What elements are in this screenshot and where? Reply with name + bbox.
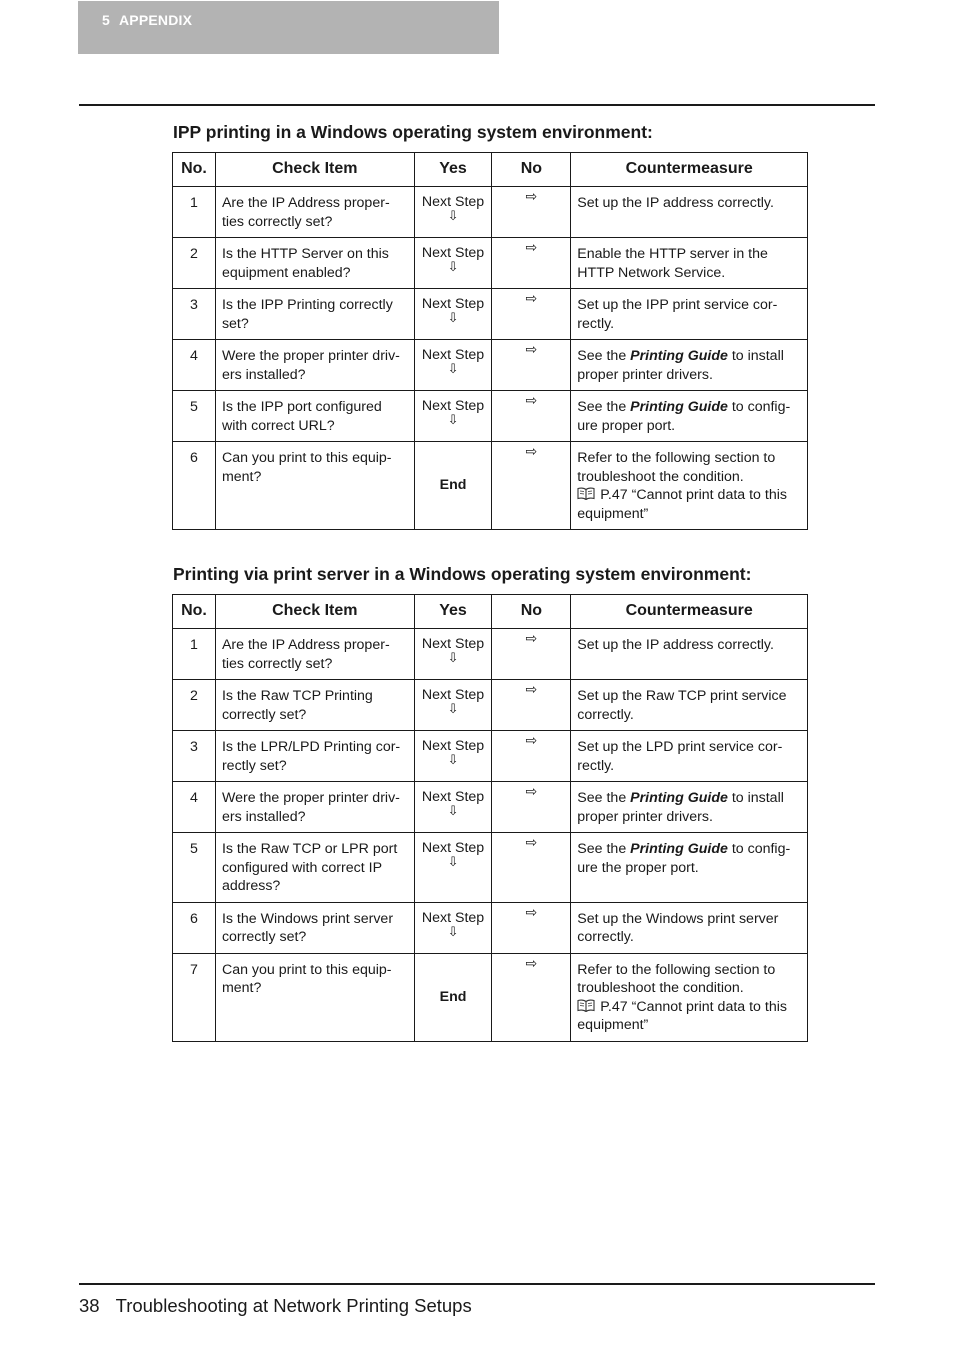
table-row <box>173 731 808 782</box>
footer-title: Troubleshooting at Network Printing Setups <box>115 1295 472 1316</box>
section-title-ipp: IPP printing in a Windows operating system environment: <box>173 122 653 142</box>
row-number: 2 <box>173 238 216 289</box>
right-arrow-icon: ⇨ <box>525 188 538 204</box>
row-number: 6 <box>173 902 216 953</box>
no-cell <box>492 442 571 530</box>
yes-label: Next Step <box>421 909 485 926</box>
right-arrow-icon: ⇨ <box>525 834 538 850</box>
yes-cell <box>414 391 492 442</box>
yes-label: Next Step <box>421 398 485 414</box>
yes-cell <box>414 238 492 289</box>
chapter-tab <box>78 1 499 54</box>
right-arrow-icon: ⇨ <box>525 954 538 971</box>
row-number: 4 <box>173 340 216 391</box>
print-server-check-table <box>172 594 808 1042</box>
check-item: Are the IP Address proper-ties correctly set? <box>215 629 414 680</box>
countermeasure-text: See the <box>577 399 631 415</box>
countermeasure-text-cont: to install proper printer drivers. <box>577 790 784 825</box>
col-header-yes: Yes <box>414 595 492 629</box>
book-icon <box>577 487 595 500</box>
check-item: Are the IP Address proper-ties correctly set? <box>215 187 414 238</box>
header-rule <box>79 104 875 106</box>
no-cell <box>492 391 571 442</box>
no-cell <box>492 238 571 289</box>
table-row <box>173 289 808 340</box>
table-header-row <box>173 153 808 187</box>
guide-reference: Printing Guide <box>630 399 728 415</box>
right-arrow-icon: ⇨ <box>525 903 538 920</box>
guide-reference: Printing Guide <box>630 348 728 364</box>
countermeasure <box>571 731 808 782</box>
table-row <box>173 680 808 731</box>
countermeasure-text-cont: to config-ure proper port. <box>577 399 791 434</box>
table-row <box>173 782 808 833</box>
no-cell <box>492 289 571 340</box>
col-header-countermeasure: Countermeasure <box>571 595 808 629</box>
down-arrow-icon: ⇩ <box>447 752 459 767</box>
right-arrow-icon: ⇨ <box>525 732 538 748</box>
section-title-print-server: Printing via print server in a Windows operating system environment: <box>173 564 752 584</box>
no-cell <box>492 187 571 238</box>
countermeasure <box>571 238 808 289</box>
chapter-number: 5 <box>102 12 110 28</box>
countermeasure <box>571 289 808 340</box>
table-row <box>173 833 808 903</box>
countermeasure-text-cont: to install proper printer drivers. <box>577 348 784 383</box>
check-item: Were the proper printer driv-ers installed? <box>215 340 414 391</box>
page-number: 38 <box>79 1295 100 1316</box>
countermeasure-text: Enable the HTTP server in the HTTP Network Service. <box>577 246 768 281</box>
yes-cell <box>414 731 492 782</box>
right-arrow-icon: ⇨ <box>525 341 538 357</box>
table-row <box>173 238 808 289</box>
table-header-row <box>173 595 808 629</box>
countermeasure-text: Refer to the following section to troubleshoot the condition. <box>577 961 776 996</box>
yes-label: Next Step <box>421 296 485 312</box>
right-arrow-icon: ⇨ <box>525 290 538 306</box>
check-item: Can you print to this equip-ment? <box>215 442 414 530</box>
right-arrow-icon: ⇨ <box>525 681 538 697</box>
yes-label: Next Step <box>421 738 485 754</box>
countermeasure-text: Set up the LPD print service cor-rectly. <box>577 739 783 774</box>
down-arrow-icon: ⇩ <box>447 923 459 939</box>
col-header-check-item: Check Item <box>215 153 414 187</box>
down-arrow-icon: ⇩ <box>447 208 459 223</box>
guide-reference: Printing Guide <box>630 790 728 806</box>
countermeasure-text: Set up the IPP print service cor-rectly. <box>577 297 778 332</box>
no-cell <box>492 833 571 903</box>
right-arrow-icon: ⇨ <box>525 392 538 408</box>
table-row <box>173 902 808 953</box>
no-cell <box>492 953 571 1041</box>
right-arrow-icon: ⇨ <box>525 239 538 255</box>
countermeasure-text: See the <box>577 841 631 857</box>
down-arrow-icon: ⇩ <box>447 650 459 665</box>
countermeasure-text: Set up the Windows print server correctly. <box>577 910 779 945</box>
countermeasure <box>571 902 808 953</box>
col-header-no: No. <box>173 595 216 629</box>
yes-cell <box>414 953 492 1041</box>
countermeasure-text: Set up the IP address correctly. <box>577 195 774 211</box>
col-header-yes: Yes <box>414 153 492 187</box>
right-arrow-icon: ⇨ <box>525 443 538 459</box>
down-arrow-icon: ⇩ <box>447 259 459 274</box>
no-cell <box>492 902 571 953</box>
table-row <box>173 187 808 238</box>
yes-label: Next Step <box>421 687 485 703</box>
yes-label: End <box>439 988 467 1005</box>
yes-cell <box>414 629 492 680</box>
countermeasure <box>571 442 808 530</box>
countermeasure-text: Set up the Raw TCP print service correctly. <box>577 688 787 723</box>
yes-cell <box>414 782 492 833</box>
right-arrow-icon: ⇨ <box>525 783 538 799</box>
table-row <box>173 391 808 442</box>
table-row <box>173 442 808 530</box>
no-cell <box>492 340 571 391</box>
check-item: Is the Raw TCP or LPR port configured with correct IP address? <box>215 833 414 903</box>
check-item: Were the proper printer driv-ers installed? <box>215 782 414 833</box>
down-arrow-icon: ⇩ <box>447 412 459 427</box>
countermeasure <box>571 629 808 680</box>
down-arrow-icon: ⇩ <box>447 701 459 716</box>
yes-label: Next Step <box>421 840 485 856</box>
no-cell <box>492 782 571 833</box>
countermeasure <box>571 953 808 1041</box>
footer-rule <box>79 1283 875 1285</box>
row-number: 4 <box>173 782 216 833</box>
yes-label: Next Step <box>421 789 485 805</box>
countermeasure-text: Set up the IP address correctly. <box>577 637 774 653</box>
book-icon <box>577 999 595 1012</box>
down-arrow-icon: ⇩ <box>447 310 459 325</box>
col-header-countermeasure: Countermeasure <box>571 153 808 187</box>
row-number: 1 <box>173 629 216 680</box>
table-row <box>173 629 808 680</box>
down-arrow-icon: ⇩ <box>447 854 459 869</box>
down-arrow-icon: ⇩ <box>447 361 459 376</box>
yes-cell <box>414 442 492 530</box>
yes-label: Next Step <box>421 194 485 210</box>
table-row <box>173 953 808 1041</box>
check-item: Is the IPP Printing correctly set? <box>215 289 414 340</box>
check-item: Is the LPR/LPD Printing cor-rectly set? <box>215 731 414 782</box>
row-number: 5 <box>173 391 216 442</box>
row-number: 3 <box>173 289 216 340</box>
no-cell <box>492 731 571 782</box>
yes-cell <box>414 902 492 953</box>
no-cell <box>492 629 571 680</box>
col-header-check-item: Check Item <box>215 595 414 629</box>
page-reference: P.47 “Cannot print data to this equipment” <box>577 487 787 522</box>
countermeasure-text: See the <box>577 790 631 806</box>
row-number: 6 <box>173 442 216 530</box>
countermeasure <box>571 340 808 391</box>
yes-label: End <box>439 477 467 493</box>
countermeasure-text: See the <box>577 348 631 364</box>
yes-label: Next Step <box>421 636 485 652</box>
col-header-no: No. <box>173 153 216 187</box>
row-number: 1 <box>173 187 216 238</box>
check-item: Can you print to this equip-ment? <box>215 953 414 1041</box>
yes-label: Next Step <box>421 245 485 261</box>
ipp-check-table <box>172 152 808 530</box>
check-item: Is the HTTP Server on this equipment enabled? <box>215 238 414 289</box>
no-cell <box>492 680 571 731</box>
countermeasure <box>571 391 808 442</box>
down-arrow-icon: ⇩ <box>447 803 459 818</box>
guide-reference: Printing Guide <box>630 841 728 857</box>
countermeasure <box>571 187 808 238</box>
countermeasure-text: Refer to the following section to troubleshoot the condition. <box>577 450 776 485</box>
col-header-no-action: No <box>492 595 571 629</box>
row-number: 3 <box>173 731 216 782</box>
page-footer <box>79 1295 472 1317</box>
yes-cell <box>414 833 492 903</box>
row-number: 2 <box>173 680 216 731</box>
check-item: Is the IPP port configured with correct URL? <box>215 391 414 442</box>
countermeasure <box>571 833 808 903</box>
yes-cell <box>414 680 492 731</box>
yes-label: Next Step <box>421 347 485 363</box>
countermeasure <box>571 782 808 833</box>
countermeasure-text-cont: to config-ure the proper port. <box>577 841 791 876</box>
col-header-no-action: No <box>492 153 571 187</box>
yes-cell <box>414 187 492 238</box>
table-row <box>173 340 808 391</box>
row-number: 7 <box>173 953 216 1041</box>
row-number: 5 <box>173 833 216 903</box>
check-item: Is the Windows print server correctly set? <box>215 902 414 953</box>
chapter-label: APPENDIX <box>119 12 193 28</box>
countermeasure <box>571 680 808 731</box>
check-item: Is the Raw TCP Printing correctly set? <box>215 680 414 731</box>
yes-cell <box>414 340 492 391</box>
yes-cell <box>414 289 492 340</box>
right-arrow-icon: ⇨ <box>525 630 538 646</box>
page-reference: P.47 “Cannot print data to this equipment” <box>577 998 787 1033</box>
